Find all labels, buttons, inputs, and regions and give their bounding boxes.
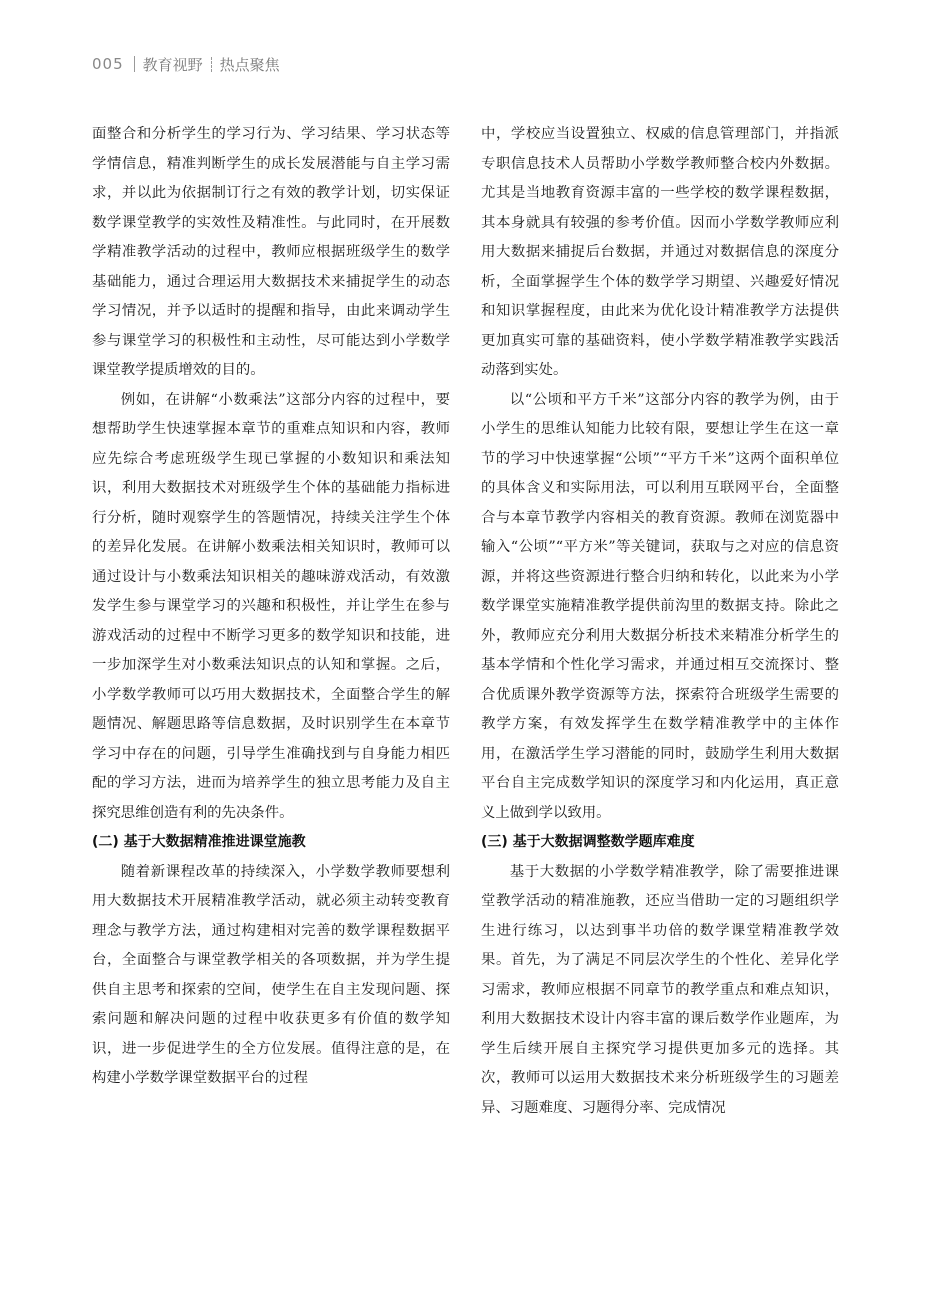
section-heading: (二) 基于大数据精准推进课堂施教 [92, 834, 306, 850]
paragraph: 中，学校应当设置独立、权威的信息管理部门，并指派专职信息技术人员帮助小学数学教师整合校内外数据。尤其是当地教育资源丰富的一些学校的数学课程数据，其本身就具有较强的参考价值。因而小学数学教师应利用大数据来捕捉后台数据，并通过对数据信息的深度分析，全面掌握学生个体的数学学习期望、兴趣爱好情况和知识掌握程度，由此来为优化设计精准教学方法提供更加真实可靠的基础资料，使小学数学精准教学实践活动落到实处。 [481, 126, 839, 378]
page-header [92, 52, 280, 76]
right-column [481, 120, 839, 1123]
paragraph: 例如，在讲解“小数乘法”这部分内容的过程中，要想帮助学生快速掌握本章节的重难点知识和内容，教师应先综合考虑班级学生现已掌握的小数知识和乘法知识，利用大数据技术对班级学生个体的基础能力指标进行分析，随时观察学生的答题情况，持续关注学生个体的差异化发展。在讲解小数乘法相关知识时，教师可以通过设计与小数乘法知识相关的趣味游戏活动，有效激发学生参与课堂学习的兴趣和积极性，并让学生在参与游戏活动的过程中不断学习更多的数学知识和技能，进一步加深学生对小数乘法知识点的认知和掌握。之后，小学数学教师可以巧用大数据技术，全面整合学生的解题情况、解题思路等信息数据，及时识别学生在本章节学习中存在的问题，引导学生准确找到与自身能力相匹配的学习方法，进而为培养学生的独立思考能力及自主探究思维创造有利的先决条件。 [92, 391, 450, 821]
paragraph: 基于大数据的小学数学精准教学，除了需要推进课堂教学活动的精准施教，还应当借助一定的习题组织学生进行练习，以达到事半功倍的数学课堂精准教学效果。首先，为了满足不同层次学生的个性化、差异化学习需求，教师应根据不同章节的教学重点和难点知识，利用大数据技术设计内容丰富的课后数学作业题库，为学生后续开展自主探究学习提供更加多元的选择。其次，教师可以运用大数据技术来分析班级学生的习题差异、习题难度、习题得分率、完成情况 [481, 863, 839, 1116]
paragraph: 面整合和分析学生的学习行为、学习结果、学习状态等学情信息，精准判断学生的成长发展潜能与自主学习需求，并以此为依据制订行之有效的教学计划，切实保证数学课堂教学的实效性及精准性。与此同时，在开展数学精准教学活动的过程中，教师应根据班级学生的数学基础能力，通过合理运用大数据技术来捕捉学生的动态学习情况，并予以适时的提醒和指导，由此来调动学生参与课堂学习的积极性和主动性，尽可能达到小学数学课堂教学提质增效的目的。 [92, 126, 450, 378]
paragraph: 以“公顷和平方千米”这部分内容的教学为例，由于小学生的思维认知能力比较有限，要想让学生在这一章节的学习中快速掌握“公顷”“平方千米”这两个面积单位的具体含义和实际用法，可以利用互联网平台，全面整合与本章节教学内容相关的教育资源。教师在浏览器中输入“公顷”“平方米”等关键词，获取与之对应的信息资源，并将这些资源进行整合归纳和转化，以此来为小学数学课堂实施精准教学提供前沟里的数据支持。除此之外，教师应充分利用大数据分析技术来精准分析学生的基本学情和个性化学习需求，并通过相互交流探讨、整合优质课外教学资源等方法，探索符合班级学生需要的教学方案，有效发挥学生在数学精准教学中的主体作用，在激活学生学习潜能的同时，鼓励学生利用大数据平台自主完成数学知识的深度学习和内化运用，真正意义上做到学以致用。 [481, 391, 839, 821]
header-dashed-divider [211, 57, 212, 72]
page-number: 005 [92, 55, 124, 73]
section-name: 教育视野 [142, 55, 203, 74]
column-name: 热点聚焦 [219, 55, 280, 74]
header-divider [134, 56, 135, 72]
section-heading: (三) 基于大数据调整数学题库难度 [481, 834, 695, 850]
left-column [92, 120, 450, 1094]
paragraph: 随着新课程改革的持续深入，小学数学教师要想利用大数据技术开展精准教学活动，就必须主动转变教育理念与教学方法，通过构建相对完善的数学课程数据平台，全面整合与课堂教学相关的各项数据，并为学生提供自主思考和探索的空间，使学生在自主发现问题、探索问题和解决问题的过程中收获更多有价值的数学知识，进一步促进学生的全方位发展。值得注意的是，在构建小学数学课堂数据平台的过程 [92, 863, 450, 1086]
